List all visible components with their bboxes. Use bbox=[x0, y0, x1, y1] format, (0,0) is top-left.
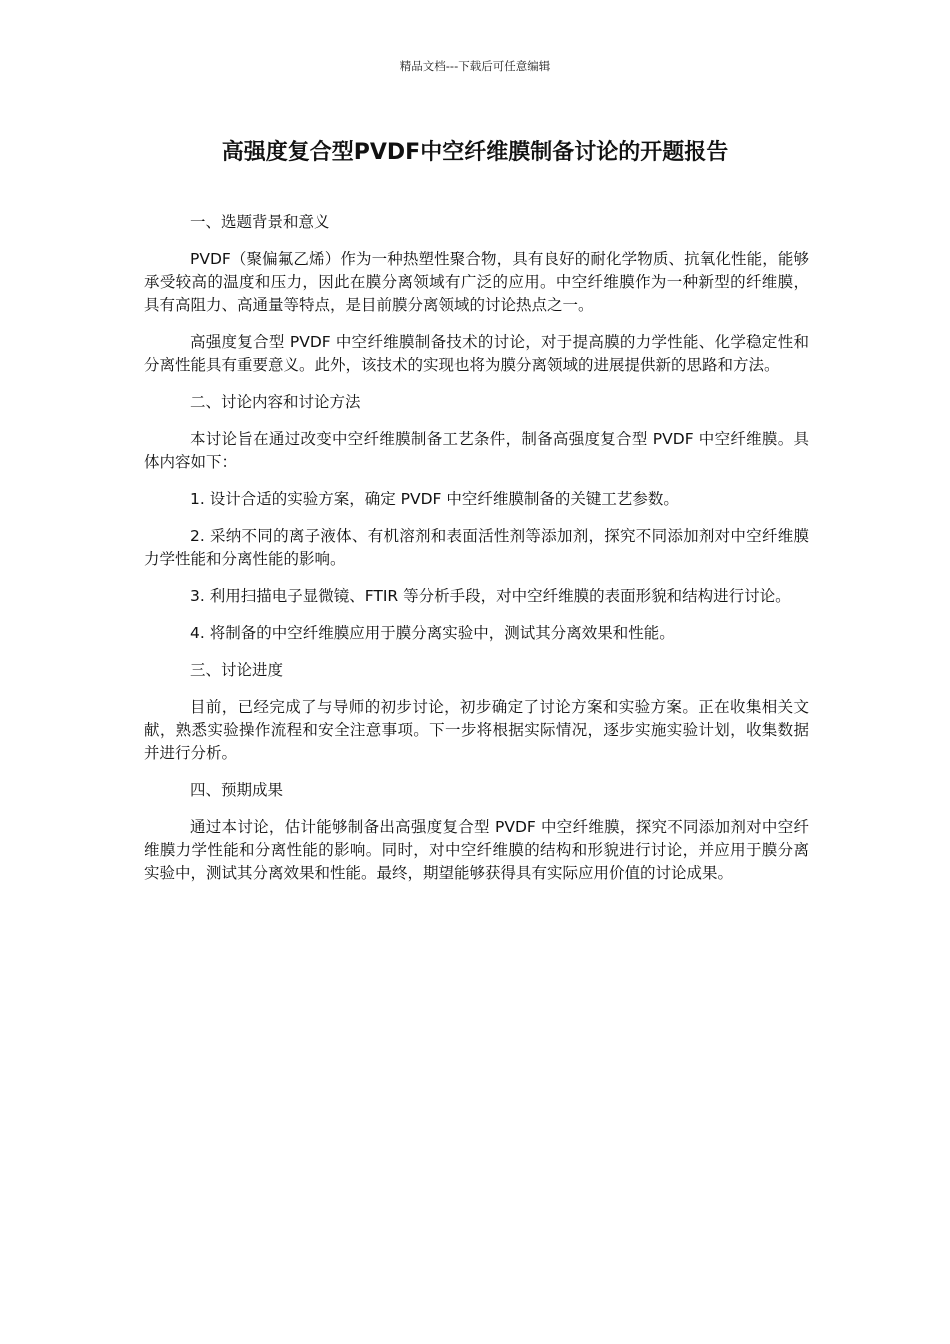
section-heading-background: 一、选题背景和意义 bbox=[190, 213, 330, 231]
list-item-2: 2. 采纳不同的离子液体、有机溶剂和表面活性剂等添加剂，探究不同添加剂对中空纤维膜力学性能和分离性能的影响。 bbox=[144, 527, 809, 568]
paragraph-background-1: PVDF（聚偏氟乙烯）作为一种热塑性聚合物，具有良好的耐化学物质、抗氧化性能，能够承受较高的温度和压力，因此在膜分离领域有广泛的应用。中空纤维膜作为一种新型的纤维膜，具有高阻力、高通量等特点，是目前膜分离领域的讨论热点之一。 bbox=[144, 250, 809, 314]
list-item-4: 4. 将制备的中空纤维膜应用于膜分离实验中，测试其分离效果和性能。 bbox=[190, 624, 675, 642]
section-heading-content-methods: 二、讨论内容和讨论方法 bbox=[190, 393, 361, 411]
paragraph-background-2: 高强度复合型 PVDF 中空纤维膜制备技术的讨论，对于提高膜的力学性能、化学稳定性和分离性能具有重要意义。此外，该技术的实现也将为膜分离领域的进展提供新的思路和方法。 bbox=[144, 333, 809, 374]
document-title: 高强度复合型PVDF中空纤维膜制备讨论的开题报告 bbox=[221, 140, 729, 165]
document-body bbox=[144, 211, 809, 885]
header-note: 精品文档---下载后可任意编辑 bbox=[399, 59, 551, 73]
list-item-1: 1. 设计合适的实验方案，确定 PVDF 中空纤维膜制备的关键工艺参数。 bbox=[190, 490, 679, 508]
paragraph-progress: 目前，已经完成了与导师的初步讨论，初步确定了讨论方案和实验方案。正在收集相关文献，熟悉实验操作流程和安全注意事项。下一步将根据实际情况，逐步实施实验计划，收集数据并进行分析。 bbox=[144, 698, 809, 762]
list-item-3: 3. 利用扫描电子显微镜、FTIR 等分析手段，对中空纤维膜的表面形貌和结构进行讨论。 bbox=[190, 587, 791, 605]
paragraph-content-intro: 本讨论旨在通过改变中空纤维膜制备工艺条件，制备高强度复合型 PVDF 中空纤维膜。具体内容如下： bbox=[144, 430, 809, 471]
section-heading-expected-results: 四、预期成果 bbox=[190, 781, 284, 799]
section-heading-progress: 三、讨论进度 bbox=[190, 661, 284, 679]
paragraph-expected-results: 通过本讨论，估计能够制备出高强度复合型 PVDF 中空纤维膜，探究不同添加剂对中空纤维膜力学性能和分离性能的影响。同时，对中空纤维膜的结构和形貌进行讨论，并应用于膜分离实验中，测试其分离效果和性能。最终，期望能够获得具有实际应用价值的讨论成果。 bbox=[144, 818, 809, 882]
